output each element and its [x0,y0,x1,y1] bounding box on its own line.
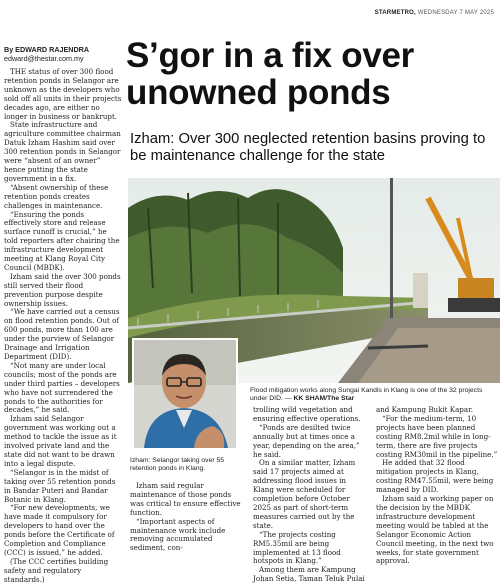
lead-paragraph: “Not many are under local councils; most of the ponds are under third parties – developers who have not surrendered the ponds to the authorities for decades,” he said. [4,360,120,415]
headline: S’gor in a fix over unowned ponds [126,36,414,112]
photo-credit: KK SHAM/The Star [293,395,355,403]
lead-paragraph: (The CCC certifies building safety and regulatory standards.) [4,556,109,584]
body-paragraph: trolling wild vegetation and ensuring effective operations. [253,405,361,423]
body-paragraph: “Important aspects of maintenance work include removing accumulated sediment, con- [130,516,226,553]
lead-paragraph: Izham said Selangor government was working out a method to tackle the issue as it involved private land and the state did not want to be drawn into a legal dispute. [4,414,117,468]
body-column-c [376,406,500,566]
photo-caption-text: Flood mitigation works along Sungai Kandis in Klang is one of the 32 projects under DID. — [250,387,483,403]
body-paragraph: “Ponds are desilted twice annually but at times once a year, depending on the area,” he said. [253,422,360,459]
body-paragraph: “For the medium-term, 10 projects have been planned costing RM8.2mil while in long-term, there are five projects costing RM30mil in the pipeline.” [376,413,498,459]
body-paragraph: Izham said a working paper on the decision by the MBDK infrastructure development meeting would be tabled at the Selangor Economic Action Council meeting, in the next two weeks, for state government approval. [376,494,494,566]
lead-column [4,68,122,585]
byline [4,45,120,63]
portrait-illustration [134,340,236,448]
body-paragraph: Among them are Kampung Johan Setia, Taman Teluk Pulai [253,565,365,584]
masthead-brand: STARMETRO, [374,10,416,16]
body-paragraph: He added that 32 flood mitigation projects in Klang, costing RM47.55mil, were being managed by DID. [376,458,494,495]
inset-portrait-photo [132,338,238,450]
lead-paragraph: “Selangor is in the midst of taking over 55 retention ponds in Bandar Puteri and Bandar Botanic in Klang. [4,467,116,504]
body-paragraph: On a similar matter, Izham said 17 projects aimed at addressing flood issues in Klang were scheduled for completion before October 2025 as part of short-term measures carried out by the state. [253,458,356,530]
body-column-a [130,482,242,553]
body-paragraph: “The projects costing RM5.35mil are being implemented at 13 flood hotspots in Klang.” [253,529,341,566]
lead-paragraph: THE status of over 300 flood retention ponds in Selangor are unknown as the developers who sold off all units in their projects decades ago, are either no longer in business or bankrupt. [4,67,122,121]
body-column-b [253,406,369,584]
lead-paragraph: Izham said the over 300 ponds still served their flood prevention purpose despite ownership issues. [4,271,121,308]
subheadline: Izham: Over 300 neglected retention basins proving to be maintenance challenge for the state [130,131,486,164]
lead-paragraph: “For new developments, we have made it compulsory for developers to hand over the ponds before the Certificate of Completion and Compliance (CCC) is issued,” he added. [4,503,115,557]
lead-paragraph: “Ensuring the ponds effectively store and release surface runoff is crucial,” he told reporters after chairing the infrastructure development meeting at Klang Royal City Council (MBDK). [4,209,120,272]
body-paragraph: Izham said regular maintenance of those ponds was critical to ensure effective function. [130,481,241,517]
masthead-date: WEDNESDAY 7 MAY 2025 [417,10,494,16]
byline-email: edward@thestar.com.my [4,54,84,63]
photo-caption [250,387,500,404]
lead-paragraph: “Absent ownership of these retention ponds creates challenges in maintenance. [4,182,109,210]
masthead [375,10,494,16]
inset-caption: Izham: Selangor taking over 55 retention ponds in Klang. [130,457,225,473]
lead-paragraph: State infrastructure and agriculture committee chairman Datuk Izham Hashim said over 300 retention ponds in Selangor were “absent of an owner” hence putting the state government in a fix. [4,120,121,183]
body-paragraph: and Kampung Bukit Kapar. [376,405,473,414]
byline-author: By EDWARD RAJENDRA [4,45,90,54]
lead-paragraph: “We have carried out a census on flood retention ponds. Out of 600 ponds, more than 100 are under the purview of Selangor Drainage and Irrigation Department (DID). [4,307,120,361]
